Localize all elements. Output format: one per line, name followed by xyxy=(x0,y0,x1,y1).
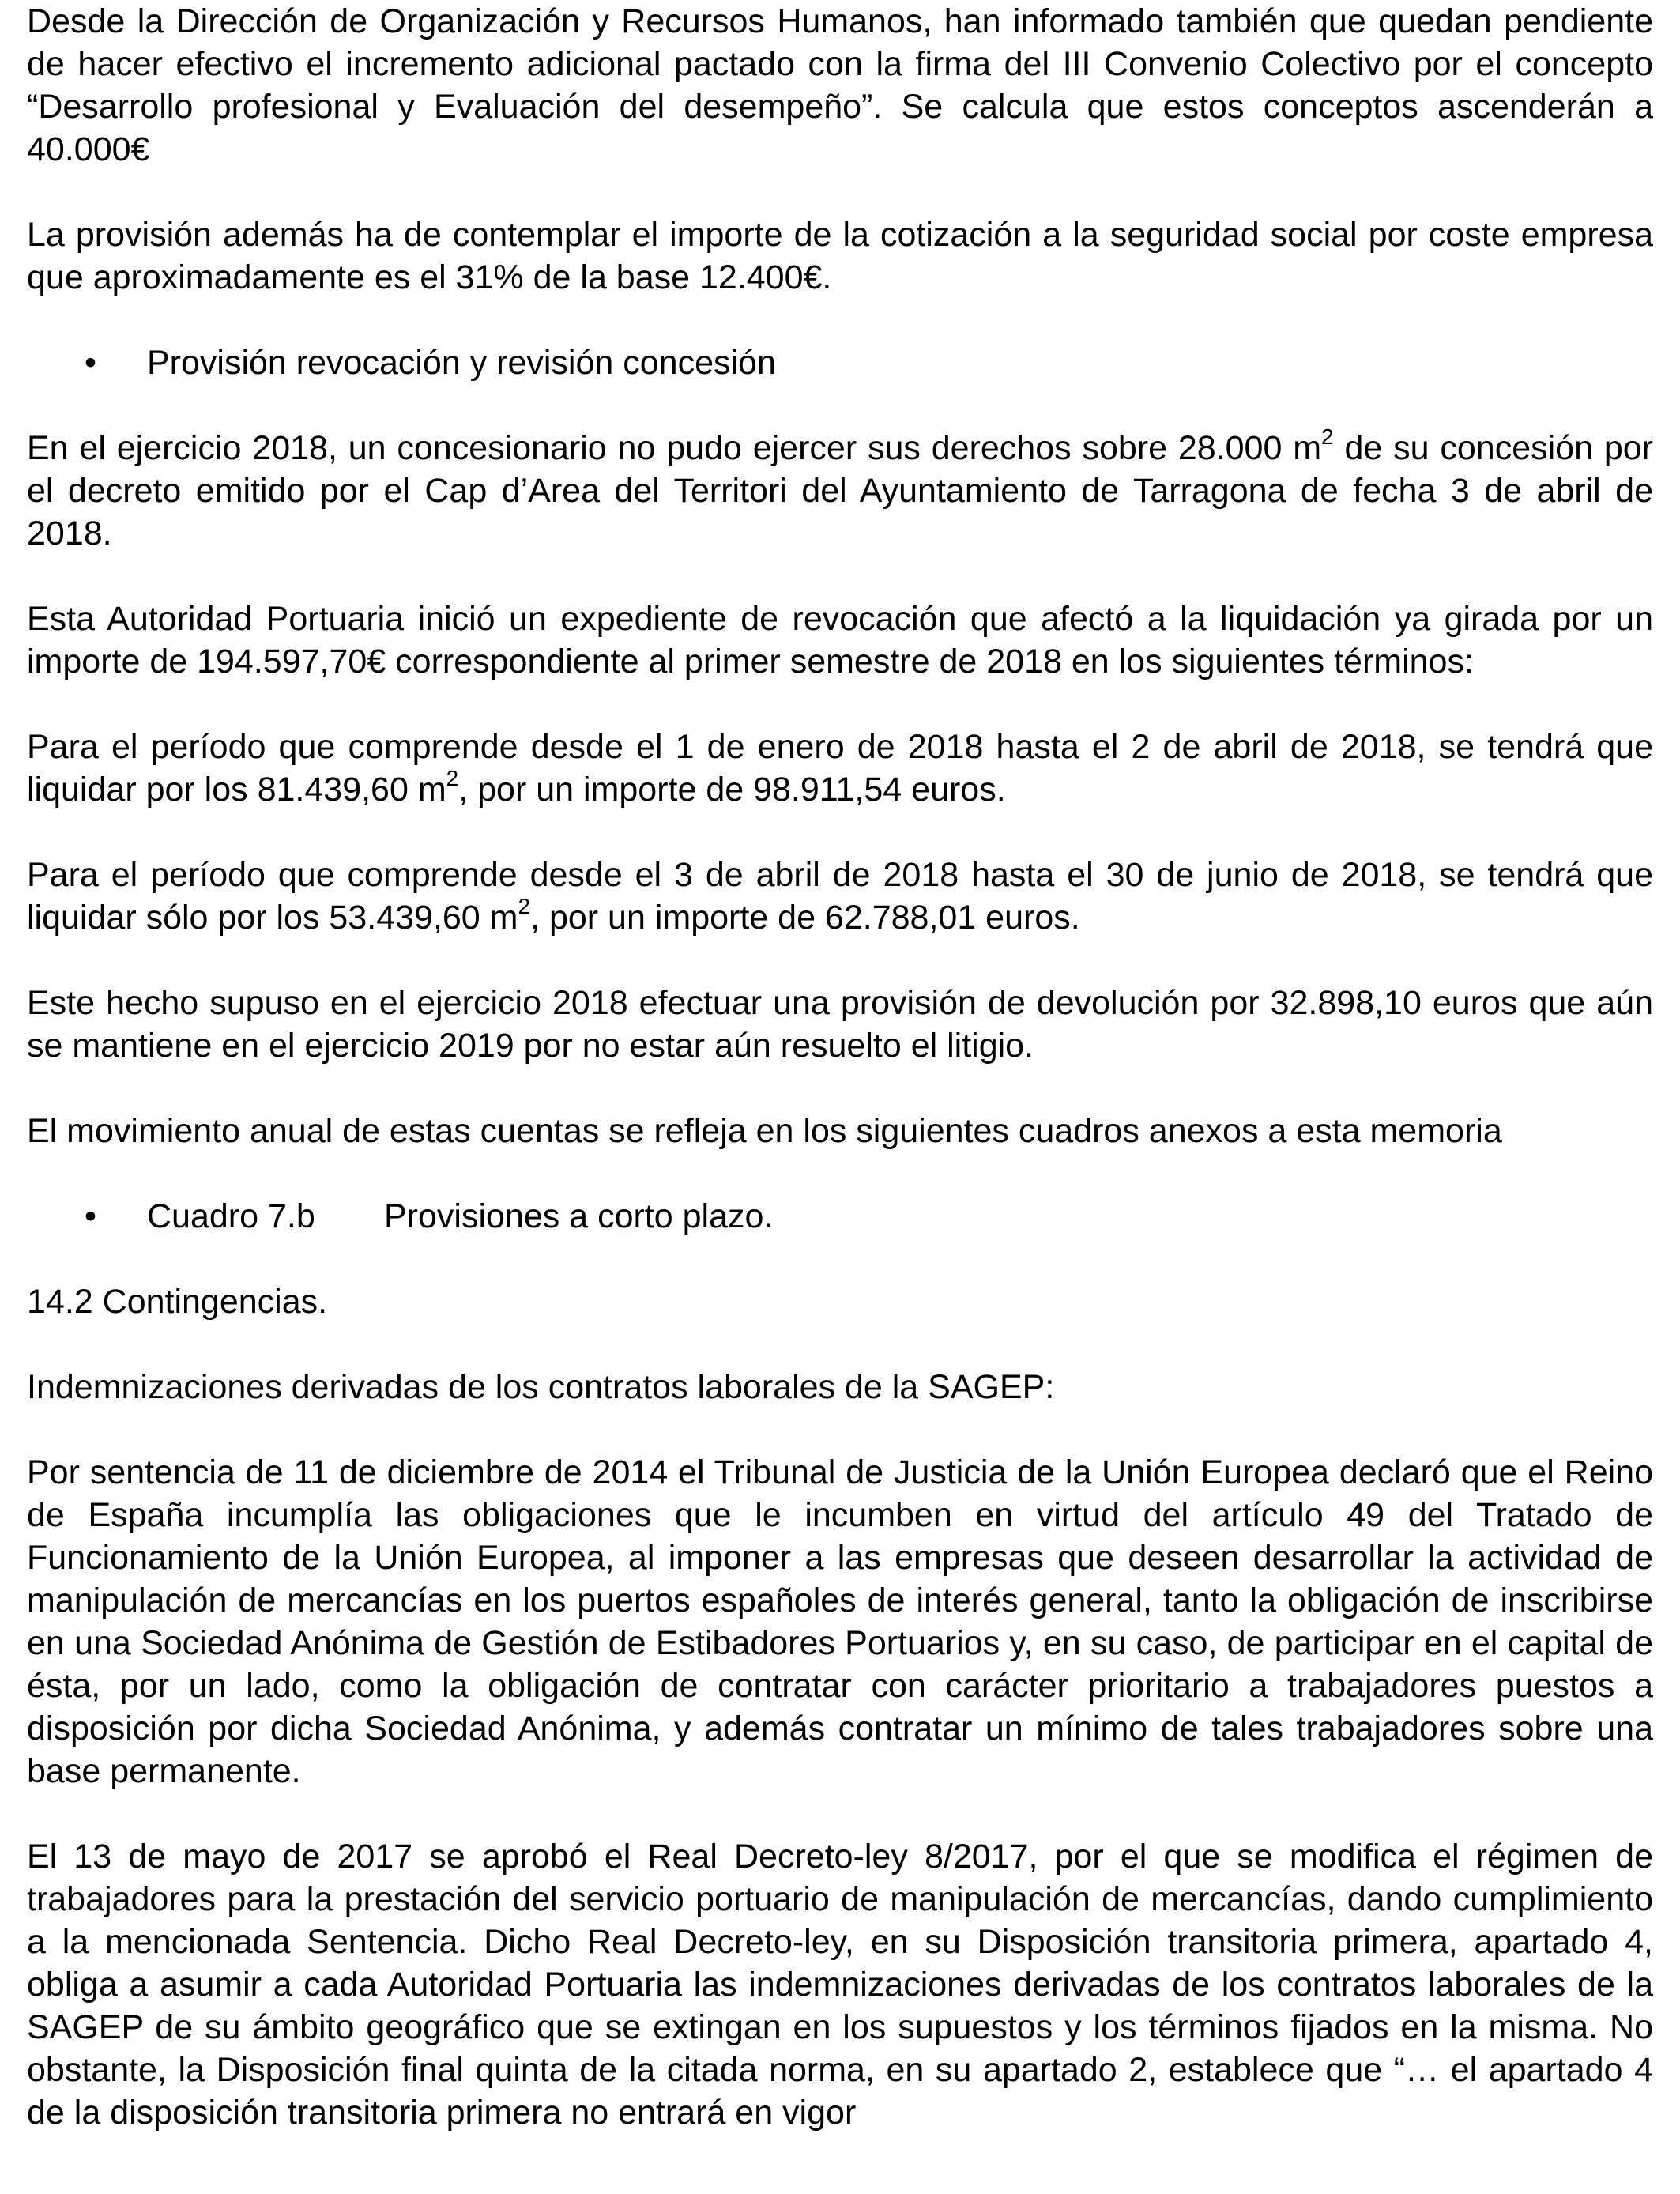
paragraph-cotizacion: La provisión además ha de contemplar el importe de la cotización a la seguridad social por coste empresa que aproximadamente es el 31% de la base 12.400€. xyxy=(27,216,1653,296)
bullet-cuadro-7b xyxy=(27,1195,1653,1238)
paragraph-expediente: Esta Autoridad Portuaria inició un expediente de revocación que afectó a la liquidación ya girada por un importe de 194.597,70€ correspondiente al primer semestre de 2018 en los siguientes términos: xyxy=(27,600,1653,680)
document-page xyxy=(27,0,1653,2177)
text-segment: , por un importe de 62.788,01 euros. xyxy=(530,899,1080,937)
bullet-provision-revocacion xyxy=(27,341,1653,384)
superscript: 2 xyxy=(1321,424,1334,449)
text-segment: de su concesión por el decreto emitido por el Cap d’Area del Territori del Ayuntamiento de Tarragona de fecha 3 de abril de 2018. xyxy=(27,429,1653,552)
bullet-dot-icon: • xyxy=(85,344,97,382)
bullet-text: Provisión revocación y revisión concesión xyxy=(147,344,776,382)
section-heading-contingencias: 14.2 Contingencias. xyxy=(27,1283,328,1321)
superscript: 2 xyxy=(446,765,459,790)
paragraph-periodo-2 xyxy=(27,854,1653,939)
paragraph-periodo-1 xyxy=(27,726,1653,811)
text-segment: Para el período que comprende desde el 1 de enero de 2018 hasta el 2 de abril de 2018, se tendrá que liquidar por los 81.439,60 m xyxy=(27,728,1653,809)
paragraph-provision-devolucion: Este hecho supuso en el ejercicio 2018 efectuar una provisión de devolución por 32.898,10 euros que aún se mantiene en el ejercicio 2019 por no estar aún resuelto el litigio. xyxy=(27,984,1653,1065)
paragraph-concesionario xyxy=(27,424,1653,555)
bullet-text: Provisiones a corto plazo. xyxy=(384,1197,774,1235)
text-segment: Para el período que comprende desde el 3 de abril de 2018 hasta el 30 de junio de 2018, se tendrá que liquidar sólo por los 53.439,60 m xyxy=(27,856,1653,937)
paragraph-real-decreto: El 13 de mayo de 2017 se aprobó el Real Decreto-ley 8/2017, por el que se modifica el régimen de trabajadores para la prestación del servicio portuario de manipulación de mercancías, dando cumplimiento a la mencionada Sentencia. Dicho Real Decreto-ley, en su Disposición transitoria primera, apartado 4, obliga a asumir a cada Autoridad Portuaria las indemnizaciones derivadas de los contratos laborales de la SAGEP de su ámbito geográfico que se extingan en los supuestos y los términos fijados en la misma. No obstante, la Disposición final quinta de la citada norma, en su apartado 2, establece que “… el apartado 4 de la disposición transitoria primera no entrará en vigor xyxy=(27,1838,1653,2132)
text-segment: , por un importe de 98.911,54 euros. xyxy=(458,771,1006,809)
paragraph-indemnizaciones: Indemnizaciones derivadas de los contratos laborales de la SAGEP: xyxy=(27,1368,1055,1406)
bullet-label: Cuadro 7.b xyxy=(147,1197,315,1235)
bullet-dot-icon: • xyxy=(85,1197,97,1235)
text-segment: En el ejercicio 2018, un concesionario no pudo ejercer sus derechos sobre 28.000 m xyxy=(27,429,1322,467)
superscript: 2 xyxy=(518,893,531,918)
paragraph-sentencia: Por sentencia de 11 de diciembre de 2014 el Tribunal de Justicia de la Unión Europea declaró que el Reino de España incumplía las obligaciones que le incumben en virtud del artículo 49 del Tratado de Funcionamiento de la Unión Europea, al imponer a las empresas que deseen desarrollar la actividad de manipulación de mercancías en los puertos españoles de interés general, tanto la obligación de inscribirse en una Sociedad Anónima de Gestión de Estibadores Portuarios y, en su caso, de participar en el capital de ésta, por un lado, como la obligación de contratar con carácter prioritario a trabajadores puestos a disposición por dicha Sociedad Anónima, y además contratar un mínimo de tales trabajadores sobre una base permanente. xyxy=(27,1453,1653,1790)
paragraph-movimiento-anual: El movimiento anual de estas cuentas se refleja en los siguientes cuadros anexos a esta memoria xyxy=(27,1112,1502,1150)
paragraph-rrhh-incremento: Desde la Dirección de Organización y Recursos Humanos, han informado también que quedan pendiente de hacer efectivo el incremento adicional pactado con la firma del III Convenio Colectivo por el concepto “Desarrollo profesional y Evaluación del desempeño”. Se calcula que estos conceptos ascenderán a 40.000€ xyxy=(27,2,1653,168)
